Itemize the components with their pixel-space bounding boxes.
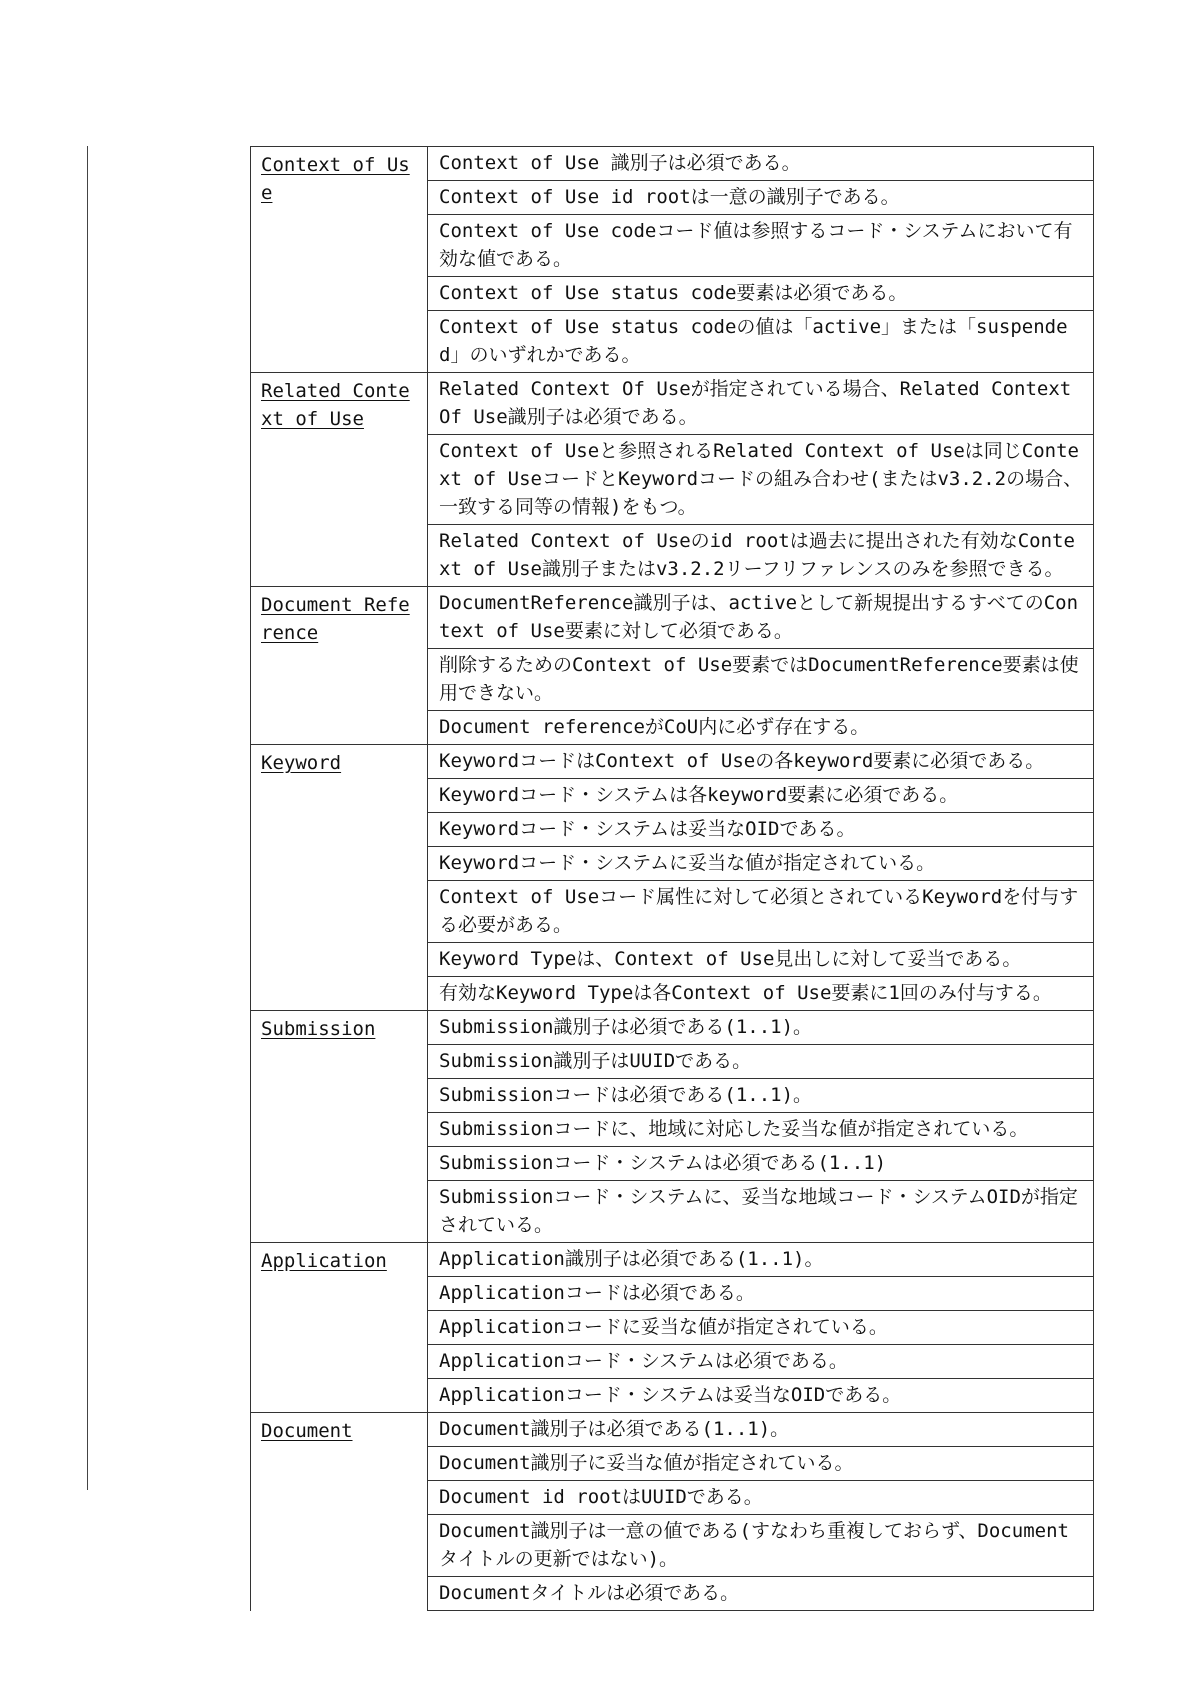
rule-text: Application識別子は必須である(1..1)。 <box>428 1243 1094 1277</box>
rule-text: Keyword Typeは、Context of Use見出しに対して妥当である。 <box>428 943 1094 977</box>
table-row <box>251 587 1094 649</box>
rule-text: Submission識別子はUUIDである。 <box>428 1045 1094 1079</box>
rule-text: 有効なKeyword Typeは各Context of Use要素に1回のみ付与する。 <box>428 977 1094 1011</box>
validation-rules-table <box>250 146 1094 1611</box>
rule-text: Related Context Of Useが指定されている場合、Related Context Of Use識別子は必須である。 <box>428 373 1094 435</box>
category-label: Application <box>261 1250 387 1272</box>
rule-text: Context of Use 識別子は必須である。 <box>428 147 1094 181</box>
category-label: Keyword <box>261 752 342 774</box>
rule-text: Submissionコード・システムは必須である(1..1) <box>428 1147 1094 1181</box>
category-cell <box>251 1413 428 1611</box>
rule-text: DocumentReference識別子は、activeとして新規提出するすべてのContext of Use要素に対して必須である。 <box>428 587 1094 649</box>
rule-text: Submission識別子は必須である(1..1)。 <box>428 1011 1094 1045</box>
rule-text: Document識別子は一意の値である(すなわち重複しておらず、Documentタイトルの更新ではない)。 <box>428 1515 1094 1577</box>
rule-text: Applicationコード・システムは必須である。 <box>428 1345 1094 1379</box>
table-row <box>251 373 1094 435</box>
category-cell <box>251 745 428 1011</box>
category-label: Related Context of Use <box>261 380 410 430</box>
table-row <box>251 1243 1094 1277</box>
rule-text: Applicationコード・システムは妥当なOIDである。 <box>428 1379 1094 1413</box>
rule-text: Context of Useと参照されるRelated Context of Useは同じContext of UseコードとKeywordコードの組み合わせ(またはv3.2.2の場合、一致する同等の情報)をもつ。 <box>428 435 1094 525</box>
rule-text: Keywordコード・システムは妥当なOIDである。 <box>428 813 1094 847</box>
rules-table-body <box>251 147 1094 1611</box>
table-row <box>251 1011 1094 1045</box>
rule-text: Document識別子に妥当な値が指定されている。 <box>428 1447 1094 1481</box>
rule-text: KeywordコードはContext of Useの各keyword要素に必須である。 <box>428 745 1094 779</box>
rule-text: Submissionコード・システムに、妥当な地域コード・システムOIDが指定されている。 <box>428 1181 1094 1243</box>
category-label: Context of Use <box>261 154 410 204</box>
category-cell <box>251 1011 428 1243</box>
rule-text: Document識別子は必須である(1..1)。 <box>428 1413 1094 1447</box>
category-cell <box>251 373 428 587</box>
category-cell <box>251 1243 428 1413</box>
rule-text: Document referenceがCoU内に必ず存在する。 <box>428 711 1094 745</box>
rule-text: Documentタイトルは必須である。 <box>428 1577 1094 1611</box>
category-label: Submission <box>261 1018 376 1040</box>
category-label: Document Reference <box>261 594 410 644</box>
category-cell <box>251 147 428 373</box>
rule-text: Related Context of Useのid rootは過去に提出された有効なContext of Use識別子またはv3.2.2リーフリファレンスのみを参照できる。 <box>428 525 1094 587</box>
category-cell <box>251 587 428 745</box>
table-row <box>251 1413 1094 1447</box>
rule-text: Submissionコードに、地域に対応した妥当な値が指定されている。 <box>428 1113 1094 1147</box>
rule-text: Keywordコード・システムは各keyword要素に必須である。 <box>428 779 1094 813</box>
table-row <box>251 745 1094 779</box>
rule-text: Context of Use status codeの値は「active」または「suspended」のいずれかである。 <box>428 311 1094 373</box>
rule-text: Context of Use status code要素は必須である。 <box>428 277 1094 311</box>
rule-text: Keywordコード・システムに妥当な値が指定されている。 <box>428 847 1094 881</box>
rule-text: Context of Use codeコード値は参照するコード・システムにおいて有効な値である。 <box>428 215 1094 277</box>
rule-text: Context of Useコード属性に対して必須とされているKeywordを付与する必要がある。 <box>428 881 1094 943</box>
rule-text: Context of Use id rootは一意の識別子である。 <box>428 181 1094 215</box>
table-row <box>251 147 1094 181</box>
rule-text: Applicationコードに妥当な値が指定されている。 <box>428 1311 1094 1345</box>
rule-text: Submissionコードは必須である(1..1)。 <box>428 1079 1094 1113</box>
rule-text: 削除するためのContext of Use要素ではDocumentReference要素は使用できない。 <box>428 649 1094 711</box>
category-label: Document <box>261 1420 353 1442</box>
left-margin-rule <box>87 146 88 1490</box>
rule-text: Document id rootはUUIDである。 <box>428 1481 1094 1515</box>
rule-text: Applicationコードは必須である。 <box>428 1277 1094 1311</box>
